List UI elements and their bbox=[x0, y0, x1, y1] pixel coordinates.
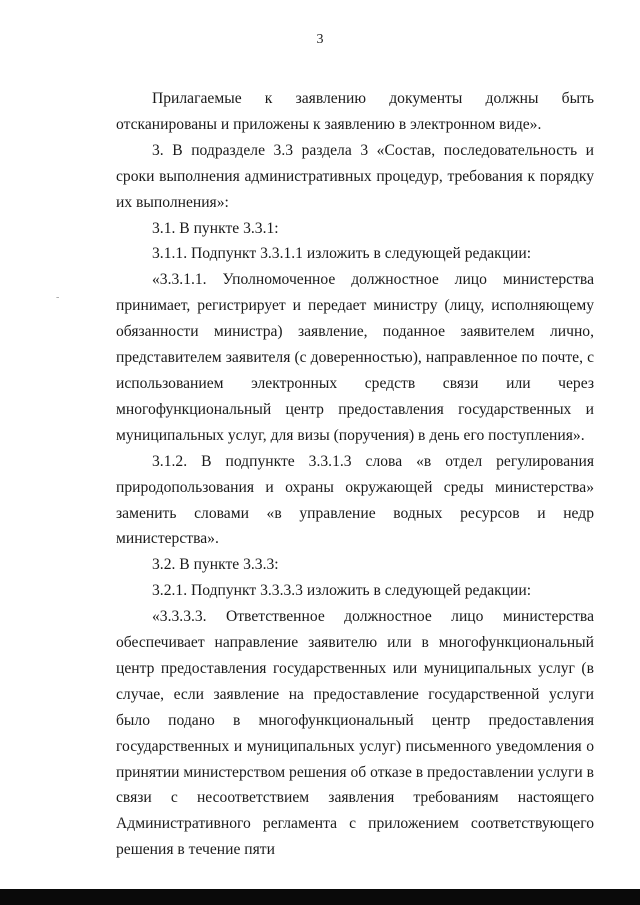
paragraph-5: «3.3.1.1. Уполномоченное должностное лицо министерства принимает, регистрирует и передает министру (лицу, исполняющему обязанности министра) заявление, поданное заявителем лично, представителем заявителя (с доверенностью), направленное по почте, с использованием электронных средств связи или через многофункциональный центр предоставления государственных и муниципальных услуг, для визы (поручения) в день его поступления». bbox=[116, 271, 594, 444]
document-body bbox=[116, 86, 594, 863]
paragraph-3: 3.1. В пункте 3.3.1: bbox=[152, 219, 279, 237]
paragraph-7: 3.2. В пункте 3.3.3: bbox=[152, 556, 279, 574]
page-number: 3 bbox=[316, 32, 324, 47]
paragraph-2: 3. В подразделе 3.3 раздела 3 «Состав, последовательность и сроки выполнения административных процедур, требования к порядку их выполнения»: bbox=[116, 141, 594, 211]
paragraph-9: «3.3.3.3. Ответственное должностное лицо министерства обеспечивает направление заявителю или в многофункциональный центр предоставления государственных или муниципальных услуг (в случае, если заявление на предоставление государственной услуги было подано в многофункциональный центр предоставления государственных и муниципальных услуг) письменного уведомления о принятии министерством решения об отказе в предоставлении услуги в связи с несоответствием заявления требованиям настоящего Административного регламента с приложением соответствующего решения в течение пяти bbox=[116, 608, 594, 859]
paragraph-1: Прилагаемые к заявлению документы должны быть отсканированы и приложены к заявлению в электронном виде». bbox=[116, 90, 594, 133]
scan-bottom-edge bbox=[0, 889, 640, 905]
paragraph-4: 3.1.1. Подпункт 3.3.1.1 изложить в следующей редакции: bbox=[152, 245, 532, 263]
paragraph-6: 3.1.2. В подпункте 3.3.1.3 слова «в отдел регулирования природопользования и охраны окружающей среды министерства» заменить словами «в управление водных ресурсов и недр министерства». bbox=[116, 452, 594, 548]
paragraph-8: 3.2.1. Подпункт 3.3.3.3 изложить в следующей редакции: bbox=[152, 582, 532, 600]
margin-mark: - bbox=[56, 292, 60, 303]
